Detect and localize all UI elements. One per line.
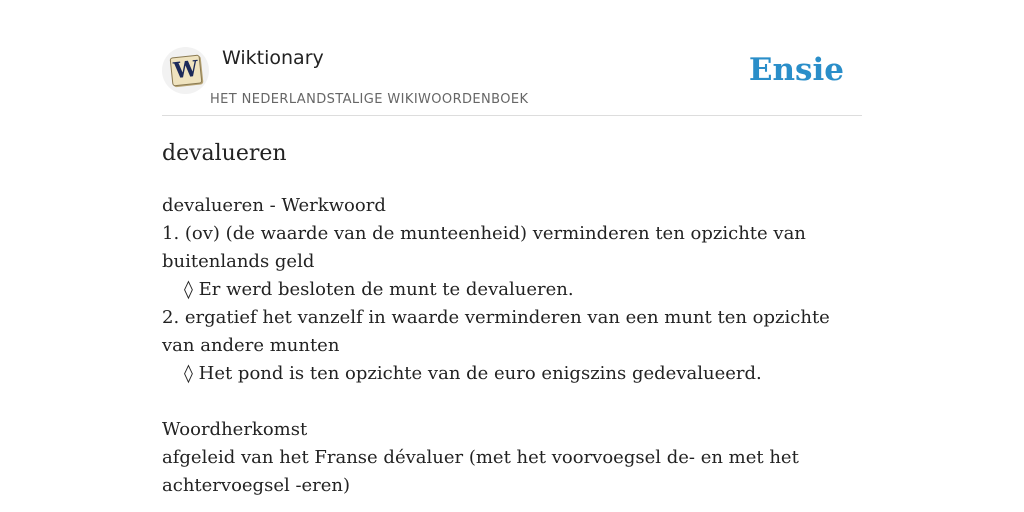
site-tagline: HET NEDERLANDSTALIGE WIKIWOORDENBOEK (210, 92, 529, 107)
definition-2: 2. ergatief het vanzelf in waarde verminderen van een munt ten opzichte van andere munten (162, 307, 830, 356)
page (162, 0, 862, 496)
definition-1: 1. (ov) (de waarde van de munteenheid) verminderen ten opzichte van buitenlands geld (162, 223, 806, 272)
ensie-brand-link[interactable]: Ensie (748, 52, 844, 88)
spacer (162, 388, 862, 416)
wiktionary-logo[interactable] (162, 47, 209, 94)
header (162, 0, 862, 116)
etymology-heading: Woordherkomst (162, 419, 308, 440)
w-tile-icon: W (170, 55, 203, 87)
entry-heading: devalueren - Werkwoord (162, 195, 386, 216)
page-title: devalueren (162, 141, 287, 166)
etymology-text: afgeleid van het Franse dévaluer (met het voorvoegsel de- en met het achtervoegsel -eren) (162, 447, 799, 496)
example-2: ◊ Het pond is ten opzichte van de euro enigszins gedevalueerd. (184, 363, 762, 384)
entry-content (162, 192, 862, 500)
example-1: ◊ Er werd besloten de munt te devalueren. (184, 279, 574, 300)
site-name[interactable]: Wiktionary (222, 47, 324, 69)
